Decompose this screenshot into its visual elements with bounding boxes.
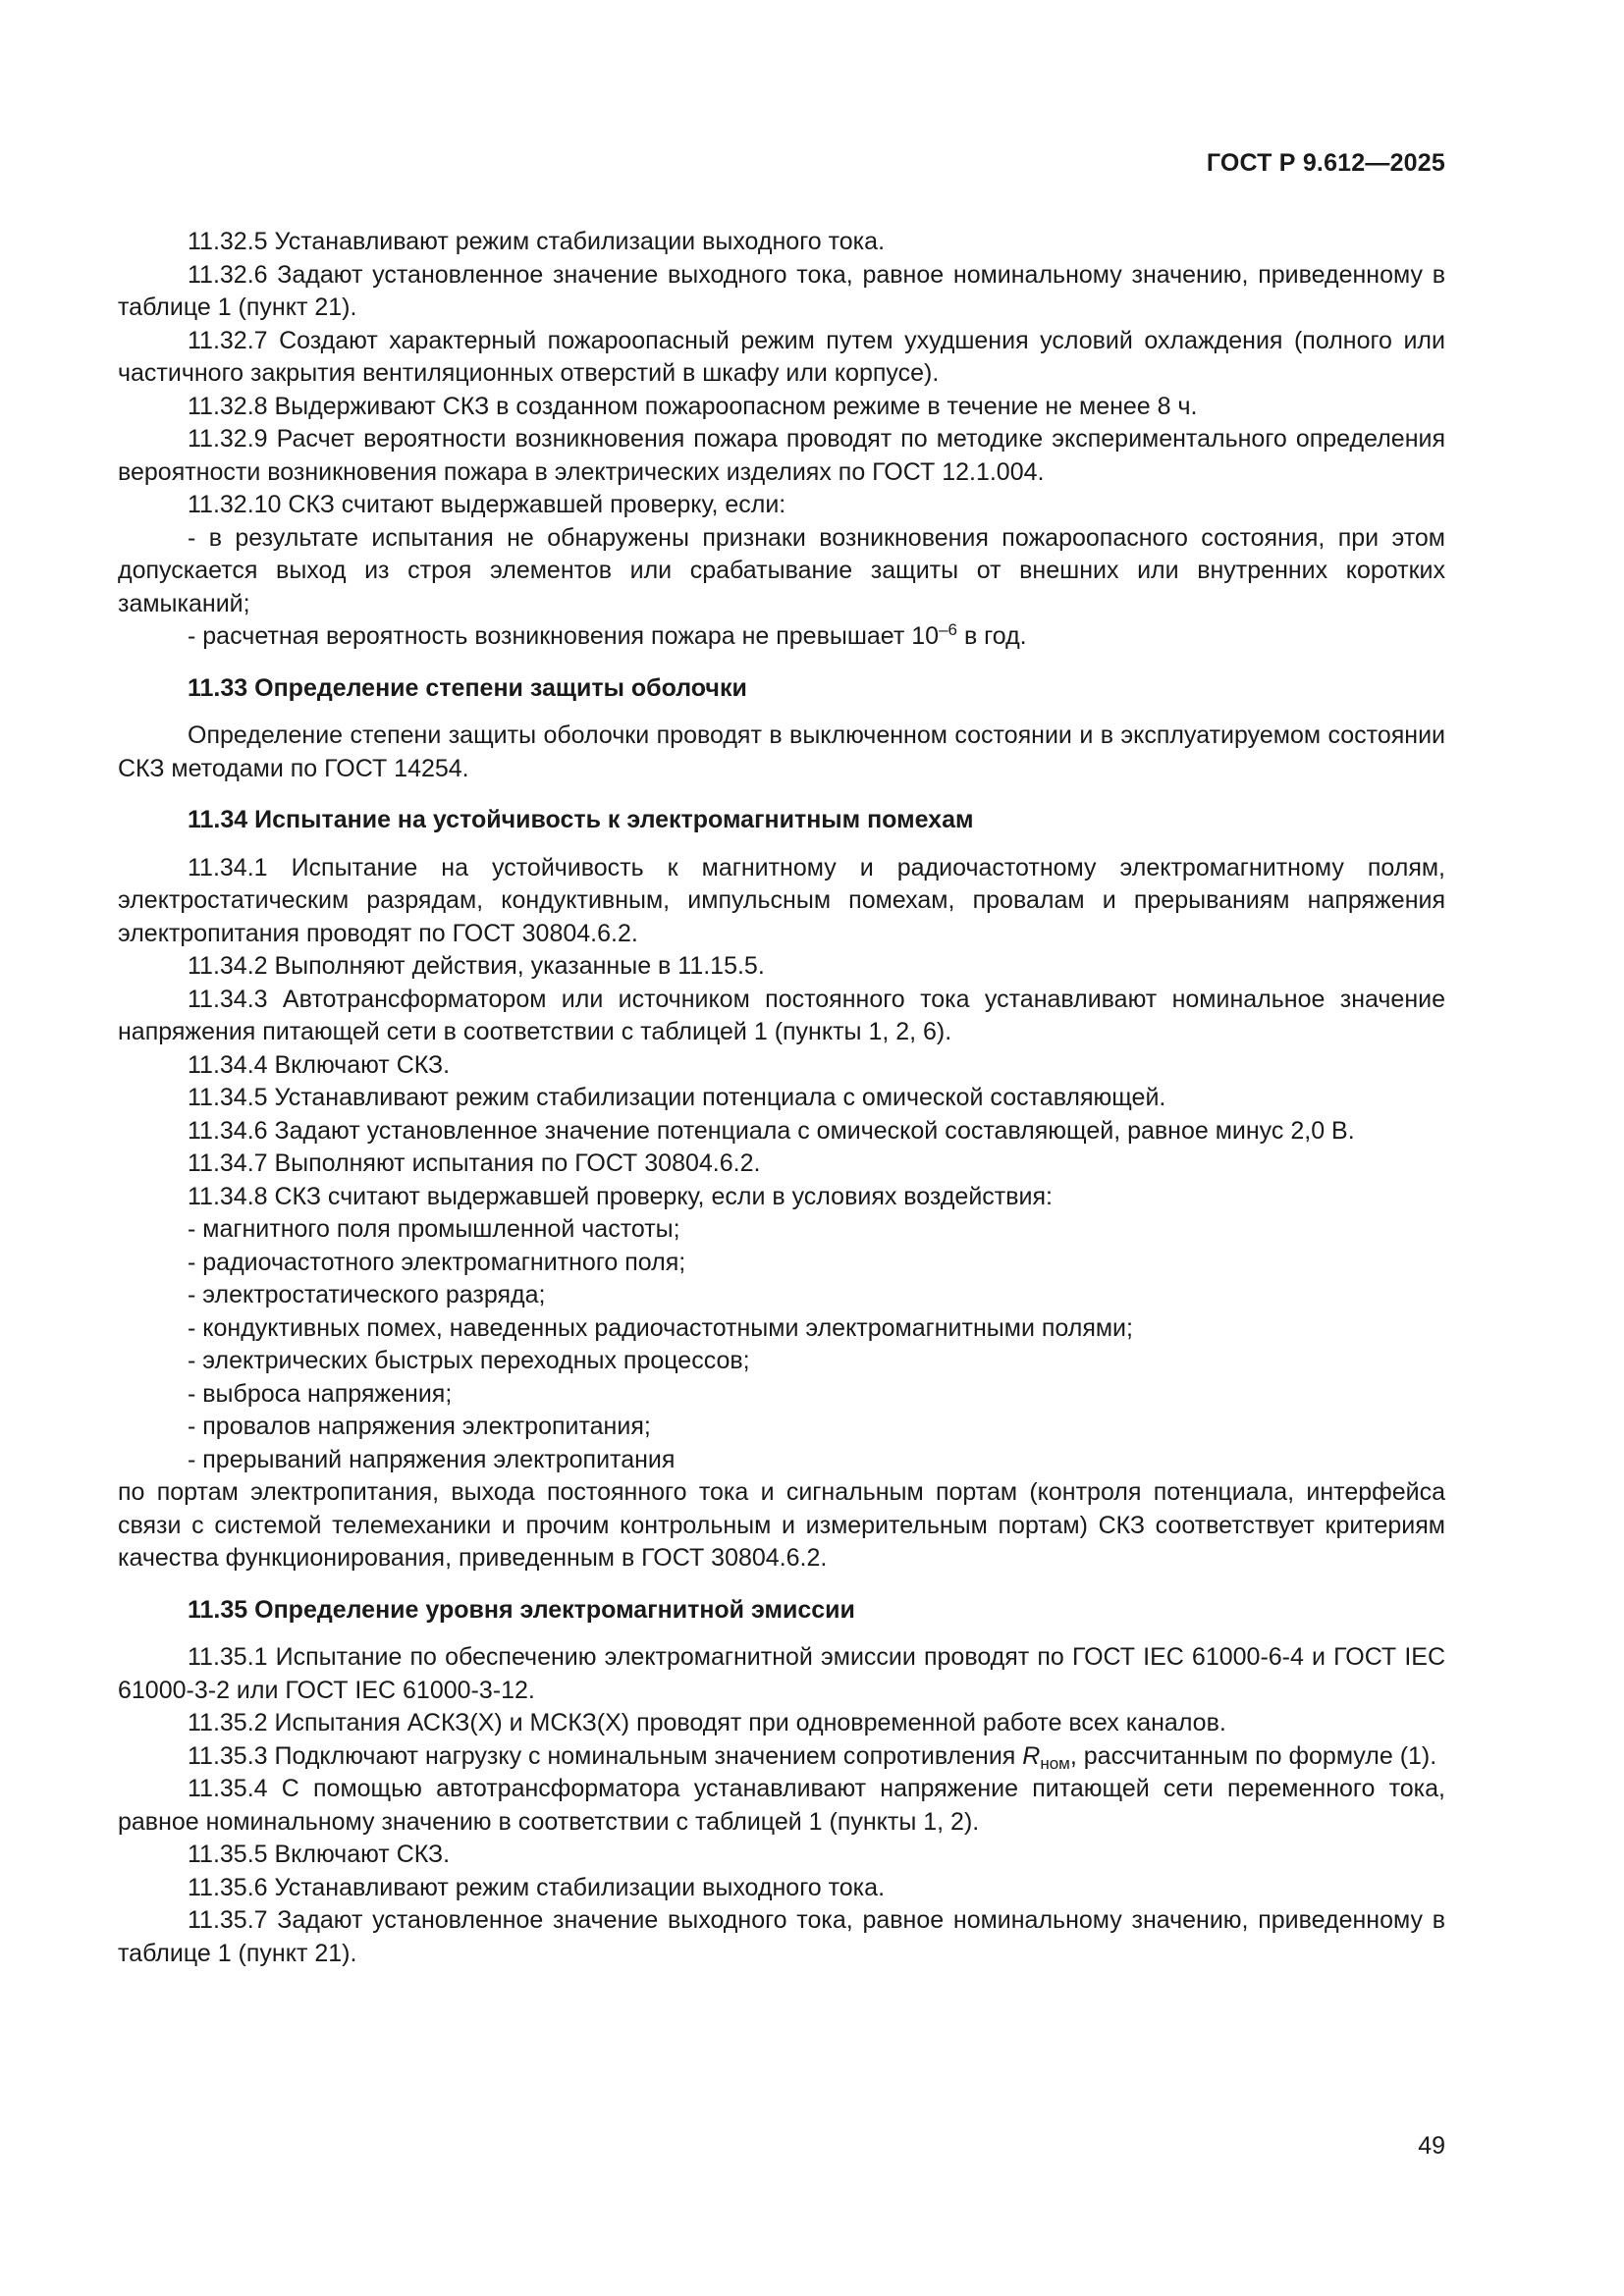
para-11-32-10: 11.32.10 СКЗ считают выдержавшей проверку, если: [188, 491, 786, 518]
para-11-35-3-tail: , рассчитанным по формуле (1). [1069, 1741, 1437, 1770]
para-11-35-3 [118, 1740, 1445, 1774]
para-11-34-6: 11.34.6 Задают установленное значение потенциала с омической составляющей, равное минус 2,0 В. [188, 1116, 1355, 1145]
heading-11-34: 11.34 Испытание на устойчивость к электромагнитным помехам [188, 806, 974, 833]
resistance-subscript: ном [1040, 1753, 1070, 1773]
item-2-tail: в год. [957, 622, 1027, 650]
para-11-34-4: 11.34.4 Включают СКЗ. [188, 1050, 451, 1079]
page-number: 49 [1418, 2132, 1445, 2160]
list-item: - провалов напряжения электропитания; [188, 1413, 651, 1440]
page-body [118, 226, 1445, 1970]
para-11-35-3-text: 11.35.3 Подключают нагрузку с номинальным значением сопротивления [188, 1741, 1023, 1770]
list-item: - кондуктивных помех, наведенных радиочастотными электромагнитными полями; [188, 1313, 1133, 1342]
list-item: - выброса напряжения; [188, 1379, 453, 1408]
list-item: - электростатического разряда; [188, 1281, 546, 1308]
para-11-35-4: 11.35.4 С помощью автотрансформатора устанавливают напряжение питающей сети переменного тока, равное номинальному значению в соответствии с таблицей 1 (пункты 1, 2). [118, 1775, 1445, 1836]
heading-11-33: 11.33 Определение степени защиты оболочки [188, 673, 747, 702]
para-11-35-5: 11.35.5 Включают СКЗ. [188, 1841, 451, 1868]
para-11-34-3: 11.34.3 Автотрансформатором или источником постоянного тока устанавливают номинальное значение напряжения питающей сети в соответствии с таблицей 1 (пункты 1, 2, 6). [118, 985, 1445, 1045]
list-item: - прерываний напряжения электропитания [188, 1445, 676, 1473]
para-11-32-9: 11.32.9 Расчет вероятности возникновения пожара проводят по методике экспериментального определения вероятности возникновения пожара в электрических изделиях по ГОСТ 12.1.004. [118, 425, 1445, 486]
para-11-33: Определение степени защиты оболочки проводят в выключенном состоянии и в эксплуатируемом состоянии СКЗ методами по ГОСТ 14254. [118, 721, 1445, 782]
para-11-34-8-tail: по портам электропитания, выхода постоянного тока и сигнальным портам (контроля потенциала, интерфейса связи с системой телемеханики и прочим контрольным и измерительным портам) СКЗ соответствует критериям качества функционирования, приведенным в ГОСТ 30804.6.2. [118, 1478, 1445, 1572]
heading-11-35: 11.35 Определение уровня электромагнитной эмиссии [188, 1595, 855, 1624]
para-11-35-6: 11.35.6 Устанавливают режим стабилизации выходного тока. [188, 1873, 886, 1901]
para-11-34-5: 11.34.5 Устанавливают режим стабилизации потенциала с омической составляющей. [188, 1084, 1166, 1111]
document-code: ГОСТ Р 9.612—2025 [1206, 149, 1445, 177]
item-2-text: - расчетная вероятность возникновения пожара не превышает 10 [188, 622, 940, 650]
para-11-34-8: 11.34.8 СКЗ считают выдержавшей проверку, если в условиях воздействия: [188, 1182, 1053, 1210]
resistance-symbol: R [1022, 1741, 1041, 1770]
list-item: - магнитного поля промышленной частоты; [188, 1215, 680, 1243]
para-11-35-7: 11.35.7 Задают установленное значение выходного тока, равное номинальному значению, приведенному в таблице 1 (пункт 21). [118, 1906, 1445, 1967]
para-11-35-2: 11.35.2 Испытания АСКЗ(Х) и МСКЗ(Х) проводят при одновременной работе всех каналов. [188, 1709, 1226, 1736]
exponent: –6 [939, 620, 957, 639]
para-11-34-7: 11.34.7 Выполняют испытания по ГОСТ 30804.6.2. [188, 1149, 761, 1177]
para-11-32-10-item-2 [118, 620, 1445, 654]
para-11-32-10-item-1: - в результате испытания не обнаружены признаки возникновения пожароопасного состояния, при этом допускается выход из строя элементов или срабатывание защиты от внешних или внутренних коротких замыканий; [118, 523, 1445, 617]
list-item: - электрических быстрых переходных процессов; [188, 1347, 750, 1374]
para-11-32-7: 11.32.7 Создают характерный пожароопасный режим путем ухудшения условий охлаждения (полного или частичного закрытия вентиляционных отверстий в шкафу или корпусе). [118, 326, 1445, 387]
para-11-35-1: 11.35.1 Испытание по обеспечению электромагнитной эмиссии проводят по ГОСТ IEC 61000-6-4 и ГОСТ IEC 61000-3-2 или ГОСТ IEC 61000-3-12. [118, 1643, 1445, 1704]
para-11-34-1: 11.34.1 Испытание на устойчивость к магнитному и радиочастотному электромагнитному полям, электростатическим разрядам, кондуктивным, импульсным помехам, провалам и прерываниям напряжения электропитания проводят по ГОСТ 30804.6.2. [118, 853, 1445, 947]
para-11-34-2: 11.34.2 Выполняют действия, указанные в 11.15.5. [188, 952, 765, 980]
para-11-32-8: 11.32.8 Выдерживают СКЗ в созданном пожароопасном режиме в течение не менее 8 ч. [188, 392, 1198, 420]
list-item: - радиочастотного электромагнитного поля; [188, 1248, 686, 1276]
para-11-32-5: 11.32.5 Устанавливают режим стабилизации выходного тока. [188, 228, 886, 255]
para-11-32-6: 11.32.6 Задают установленное значение выходного тока, равное номинальному значению, приведенному в таблице 1 (пункт 21). [118, 260, 1445, 321]
